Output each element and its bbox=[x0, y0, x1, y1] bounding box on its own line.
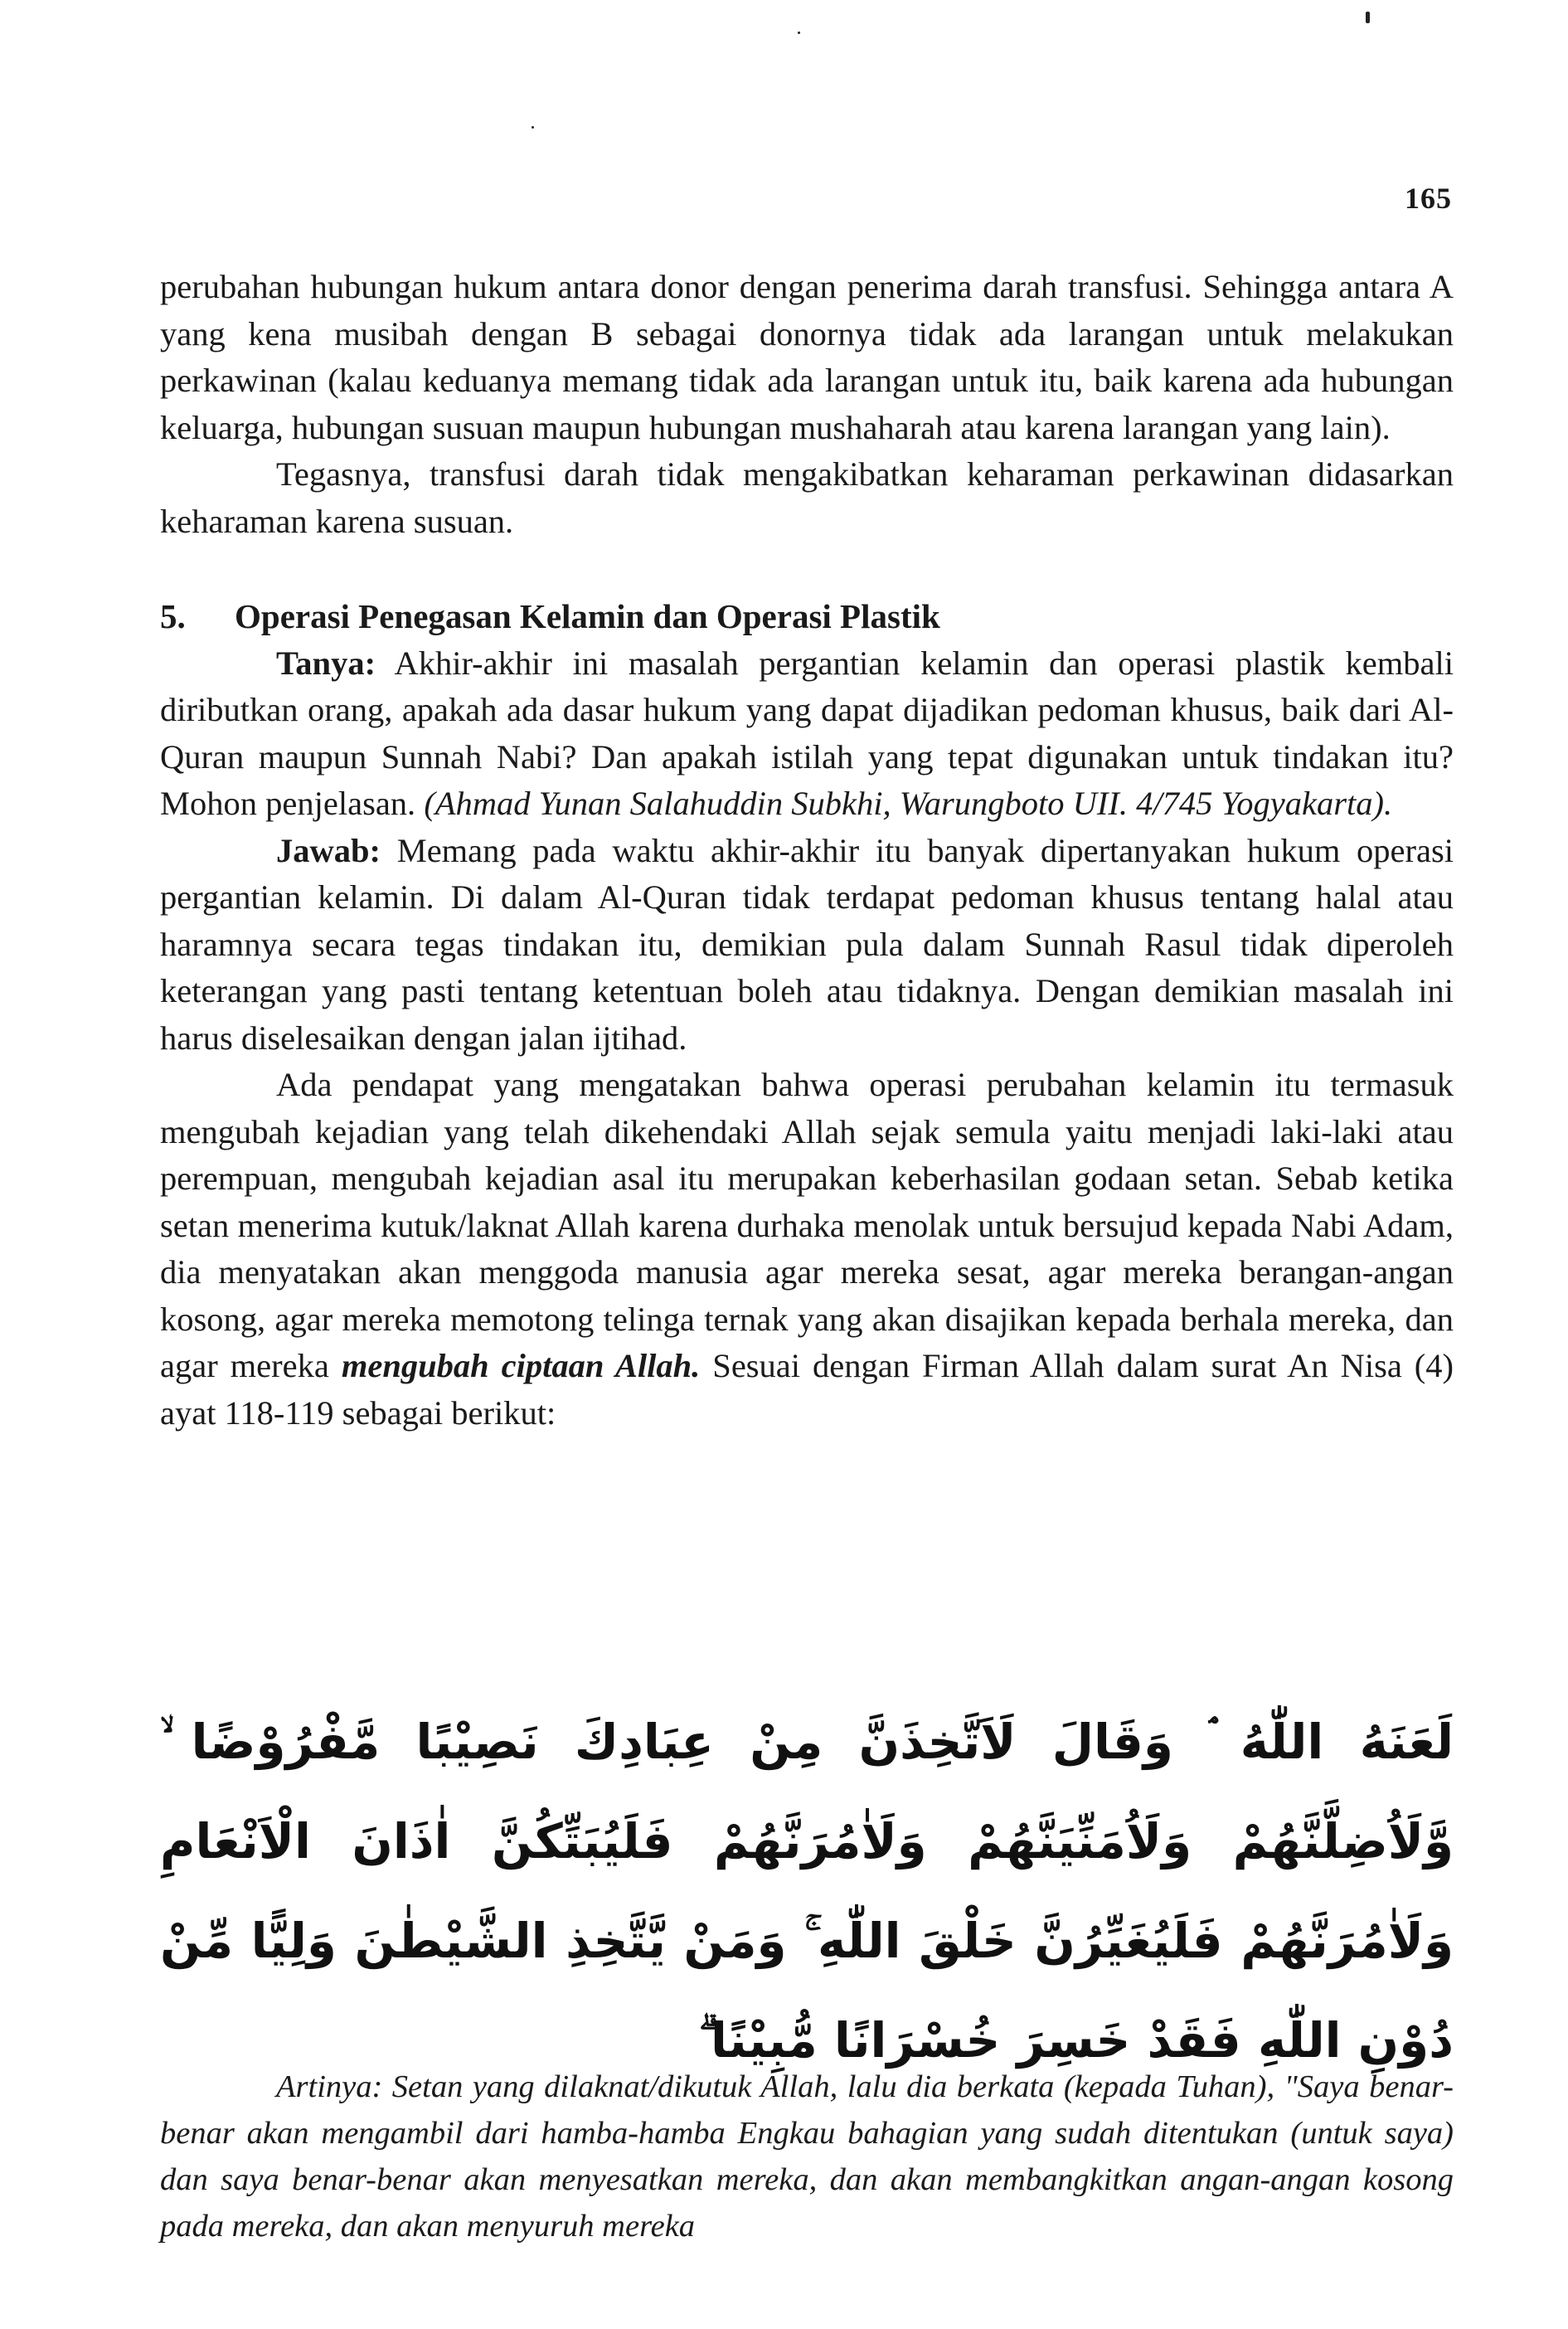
verse-translation: Artinya: Setan yang dilaknat/dikutuk Allah, lalu dia berkata (kepada Tuhan), "Saya benar-benar akan mengambil dari hamba-hamba Engkau bahagian yang sudah ditentukan (untuk saya) dan saya benar-benar akan menyesatkan mereka, dan akan membangkitkan angan-angan kosong pada mereka, dan akan menyuruh mereka bbox=[160, 2069, 1454, 2244]
paragraph-continuation: perubahan hubungan hukum antara donor dengan penerima darah transfusi. Sehingga antara A yang kena musibah dengan B sebagai donornya tidak ada larangan untuk melakukan perkawinan (kalau keduanya memang tidak ada larangan untuk itu, baik karena ada hubungan keluarga, hubungan susuan maupun hubungan mushaharah atau karena larangan yang lain). bbox=[160, 268, 1454, 446]
section-heading bbox=[160, 593, 1454, 640]
question-paragraph bbox=[160, 640, 1454, 828]
answer-paragraph bbox=[160, 828, 1454, 1062]
quran-verse: لَعَنَهُ اللّٰهُ ۘ وَقَالَ لَاَتَّخِذَنَّ مِنْ عِبَادِكَ نَصِيْبًا مَّفْرُوْضًا ۙ وَّلَاُضِلَّنَّهُمْ وَلَاُمَنِّيَنَّهُمْ وَلَاٰمُرَنَّهُمْ فَلَيُبَتِّكُنَّ اٰذَانَ الْاَنْعَامِ وَلَاٰمُرَنَّهُمْ فَلَيُغَيِّرُنَّ خَلْقَ اللّٰهِ ۚ وَمَنْ يَّتَّخِذِ الشَّيْطٰنَ وَلِيًّا مِّنْ دُوْنِ اللّٰهِ فَقَدْ خَسِرَ خُسْرَانًا مُّبِيْنًا ۗ bbox=[160, 1714, 1454, 2069]
opinion-emphasis: mengubah ciptaan Allah. bbox=[341, 1347, 701, 1384]
question-text: Akhir-akhir ini masalah pergantian kelamin dan operasi plastik kembali diributkan orang, apakah ada dasar hukum yang dapat dijadikan pedoman khusus, baik dari Al-Quran maupun Sunnah Nabi? Dan apakah istilah yang tepat digunakan untuk tindakan itu? Mohon penjelasan. bbox=[160, 644, 1454, 822]
paragraph-conclusion: Tegasnya, transfusi darah tidak mengakibatkan keharaman perkawinan didasarkan keharaman karena susuan. bbox=[160, 455, 1454, 540]
opinion-paragraph bbox=[160, 1062, 1454, 1437]
opinion-text-after: Sesuai dengan Firman Allah dalam surat An Nisa (4) ayat 118-119 sebagai berikut: bbox=[160, 1347, 1454, 1432]
question-asker: (Ahmad Yunan Salahuddin Subkhi, Warungboto UII. 4/745 Yogyakarta). bbox=[424, 785, 1393, 822]
scan-speck bbox=[532, 126, 534, 129]
section-number: 5. bbox=[160, 597, 186, 635]
page-number: 165 bbox=[1405, 182, 1452, 215]
opinion-text-before: Ada pendapat yang mengatakan bahwa operasi perubahan kelamin itu termasuk mengubah kejadian yang telah dikehendaki Allah sejak semula yaitu menjadi laki-laki atau perempuan, mengubah kejadian asal itu merupakan keberhasilan godaan setan. Sebab ketika setan menerima kutuk/laknat Allah karena durhaka menolak untuk bersujud kepada Nabi Adam, dia menyatakan akan menggoda manusia agar mereka sesat, agar mereka berangan-angan kosong, agar mereka memotong telinga ternak yang akan disajikan kepada berhala mereka, dan agar mereka bbox=[160, 1066, 1454, 1384]
scan-speck bbox=[798, 32, 800, 34]
answer-text: Memang pada waktu akhir-akhir itu banyak dipertanyakan hukum operasi pergantian kelamin. Di dalam Al-Quran tidak terdapat pedoman khusus tentang halal atau haramnya secara tegas tindakan itu, demikian pula dalam Sunnah Rasul tidak diperoleh keterangan yang pasti tentang ketentuan boleh atau tidaknya. Dengan demikian masalah ini harus diselesaikan dengan jalan ijtihad. bbox=[160, 831, 1454, 1057]
scan-speck bbox=[1366, 12, 1370, 23]
body-text bbox=[160, 264, 1454, 1437]
question-label: Tanya: bbox=[276, 644, 376, 682]
section-title: Operasi Penegasan Kelamin dan Operasi Plastik bbox=[235, 597, 940, 635]
answer-label: Jawab: bbox=[276, 831, 381, 869]
